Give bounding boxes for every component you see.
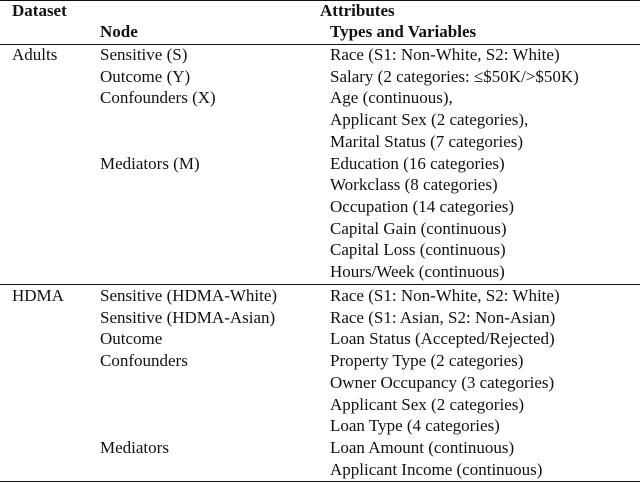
attribute-cell: Occupation (14 categories) <box>330 196 515 216</box>
header-attributes: Attributes <box>320 1 395 20</box>
header-node: Node <box>100 22 138 41</box>
attribute-cell: Capital Gain (continuous) <box>330 218 507 238</box>
table-row <box>0 285 640 307</box>
attribute-cell: Loan Status (Accepted/Rejected) <box>330 329 555 349</box>
table-row <box>0 261 640 283</box>
node-cell: Outcome <box>100 329 163 349</box>
attribute-cell: Marital Status (7 categories) <box>330 131 524 151</box>
attribute-cell: Capital Loss (continuous) <box>330 240 506 260</box>
table-row <box>0 307 640 329</box>
attribute-cell: Salary (2 categories: ≤$50K/>$50K) <box>330 66 579 86</box>
node-cell: Confounders (X) <box>100 88 216 108</box>
node-cell: Mediators <box>100 437 169 457</box>
table-row <box>0 66 640 88</box>
attribute-cell: Education (16 categories) <box>330 153 505 173</box>
dataset-cell: HDMA <box>12 286 64 305</box>
table-row <box>0 328 640 350</box>
node-cell: Confounders <box>100 351 188 371</box>
node-cell: Sensitive (HDMA-Asian) <box>100 307 276 327</box>
attribute-cell: Applicant Sex (2 categories) <box>330 394 525 414</box>
table-row <box>0 459 640 481</box>
table-row <box>0 394 640 416</box>
attribute-cell: Applicant Income (continuous) <box>330 459 543 479</box>
attribute-cell: Hours/Week (continuous) <box>330 262 505 281</box>
table-row <box>0 153 640 175</box>
table-row <box>0 44 640 66</box>
dataset-cell: Adults <box>12 45 58 64</box>
attribute-cell: Race (S1: Non-White, S2: White) <box>330 45 560 64</box>
table-row <box>0 174 640 196</box>
table-row <box>0 218 640 240</box>
node-cell: Outcome (Y) <box>100 66 191 86</box>
table-row <box>0 196 640 218</box>
attribute-cell: Race (S1: Non-White, S2: White) <box>330 286 560 305</box>
attribute-cell: Loan Type (4 categories) <box>330 416 500 436</box>
node-cell: Sensitive (HDMA-White) <box>100 286 278 305</box>
header-types-and-variables: Types and Variables <box>330 22 477 41</box>
attribute-cell: Property Type (2 categories) <box>330 351 524 371</box>
attribute-cell: Applicant Sex (2 categories), <box>330 110 529 130</box>
table-row <box>0 350 640 372</box>
bottom-rule <box>0 481 640 482</box>
attribute-cell: Age (continuous), <box>330 88 453 108</box>
attribute-cell: Race (S1: Asian, S2: Non-Asian) <box>330 307 556 327</box>
table-row <box>0 87 640 109</box>
node-cell: Sensitive (S) <box>100 45 188 64</box>
header-dataset: Dataset <box>12 1 67 20</box>
node-cell: Mediators (M) <box>100 153 200 173</box>
table-row <box>0 239 640 261</box>
attribute-cell: Workclass (8 categories) <box>330 175 498 195</box>
table-row <box>0 415 640 437</box>
table-row <box>0 109 640 131</box>
table-row <box>0 372 640 394</box>
table-row <box>0 131 640 153</box>
attribute-cell: Owner Occupancy (3 categories) <box>330 372 555 392</box>
table-row <box>0 437 640 459</box>
attribute-cell: Loan Amount (continuous) <box>330 437 515 457</box>
